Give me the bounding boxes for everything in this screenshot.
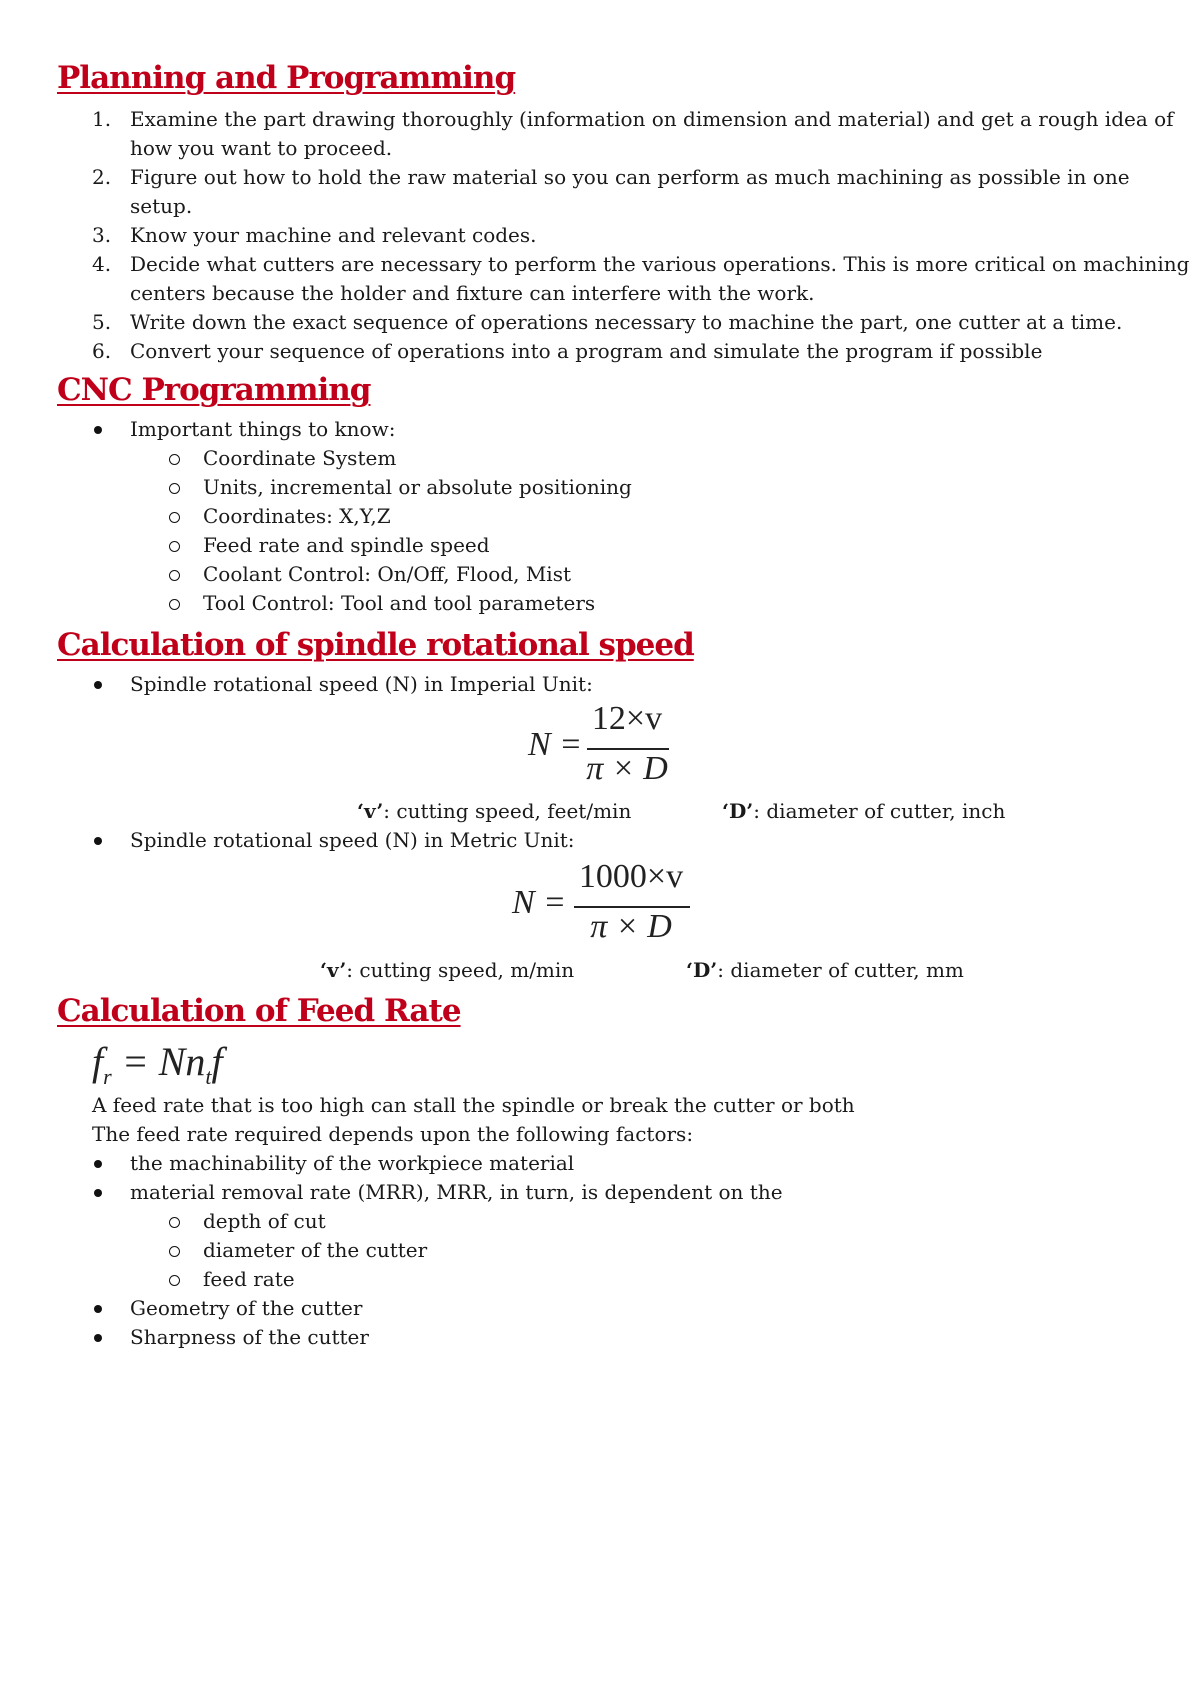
- sub-list-item: Tool Control: Tool and tool parameters: [203, 591, 596, 615]
- sub-list-item: Feed rate and spindle speed: [203, 533, 490, 557]
- list-item-text: Spindle rotational speed (N) in Metric Unit:: [130, 828, 575, 852]
- sub-list-item: Coolant Control: On/Off, Flood, Mist: [203, 562, 572, 586]
- formula-lhs: N =: [512, 884, 567, 921]
- variable-description: : cutting speed, m/min: [346, 958, 575, 982]
- formula-denominator: π × D: [586, 750, 668, 787]
- hollow-bullet-icon: [169, 541, 180, 552]
- list-item-text: Examine the part drawing thoroughly (information on dimension and material) and get a rough idea of: [130, 107, 1174, 131]
- list-item-text: Spindle rotational speed (N) in Imperial Unit:: [130, 672, 593, 696]
- heading-cnc-programming: CNC Programming: [57, 372, 371, 408]
- hollow-bullet-icon: [169, 599, 180, 610]
- hollow-bullet-icon: [169, 570, 180, 581]
- formula-subscript: t: [205, 1064, 212, 1089]
- heading-spindle-speed: Calculation of spindle rotational speed: [57, 627, 694, 663]
- hollow-bullet-icon: [169, 1246, 180, 1257]
- list-item-text: Write down the exact sequence of operations necessary to machine the part, one cutter at a time.: [130, 310, 1123, 334]
- sub-list-item: feed rate: [203, 1267, 295, 1291]
- list-number: 6.: [92, 339, 112, 363]
- feed-rate-formula: [92, 1038, 223, 1090]
- formula-symbol: f: [211, 1039, 223, 1084]
- sub-list-item: Coordinates: X,Y,Z: [203, 504, 391, 528]
- variable-legend-d: [722, 797, 1005, 826]
- formula-denominator: π × D: [590, 908, 672, 945]
- list-number: 1.: [92, 107, 112, 131]
- hollow-bullet-icon: [169, 1275, 180, 1286]
- sub-list-item: depth of cut: [203, 1209, 326, 1233]
- variable-key: ‘v’: [320, 958, 347, 982]
- hollow-bullet-icon: [169, 454, 180, 465]
- list-item-text: how you want to proceed.: [130, 136, 393, 160]
- formula-numerator: 12×v: [591, 700, 663, 737]
- heading-feed-rate: Calculation of Feed Rate: [57, 993, 461, 1029]
- variable-legend-v: [320, 956, 574, 985]
- list-item-text: Know your machine and relevant codes.: [130, 223, 537, 247]
- sub-list-item: Coordinate System: [203, 446, 397, 470]
- sub-list-item: Units, incremental or absolute positioning: [203, 475, 632, 499]
- list-item-text: Figure out how to hold the raw material so you can perform as much machining as possible in one: [130, 165, 1130, 189]
- list-item-text: Sharpness of the cutter: [130, 1325, 369, 1349]
- sub-list-item: diameter of the cutter: [203, 1238, 428, 1262]
- bullet-icon: [94, 1160, 102, 1168]
- variable-legend-d: [686, 956, 964, 985]
- list-item-text: Geometry of the cutter: [130, 1296, 363, 1320]
- formula-numerator: 1000×v: [578, 858, 684, 895]
- hollow-bullet-icon: [169, 1217, 180, 1228]
- hollow-bullet-icon: [169, 512, 180, 523]
- list-item-text: Convert your sequence of operations into a program and simulate the program if possible: [130, 339, 1043, 363]
- variable-legend-v: [357, 797, 631, 826]
- list-number: 4.: [92, 252, 112, 276]
- variable-key: ‘D’: [686, 958, 718, 982]
- variable-key: ‘D’: [722, 799, 754, 823]
- list-number: 2.: [92, 165, 112, 189]
- bullet-icon: [94, 1334, 102, 1342]
- bullet-icon: [94, 1305, 102, 1313]
- list-number: 3.: [92, 223, 112, 247]
- bullet-icon: [94, 426, 102, 434]
- list-item-text: Decide what cutters are necessary to perform the various operations. This is more critical on machining: [130, 252, 1190, 276]
- variable-description: : cutting speed, feet/min: [383, 799, 632, 823]
- variable-description: : diameter of cutter, inch: [753, 799, 1006, 823]
- variable-description: : diameter of cutter, mm: [717, 958, 964, 982]
- list-item-text: material removal rate (MRR), MRR, in turn, is dependent on the: [130, 1180, 783, 1204]
- list-item-text: Important things to know:: [130, 417, 396, 441]
- bullet-icon: [94, 681, 102, 689]
- hollow-bullet-icon: [169, 483, 180, 494]
- variable-key: ‘v’: [357, 799, 384, 823]
- formula-subscript: r: [103, 1064, 112, 1089]
- list-item-text: the machinability of the workpiece material: [130, 1151, 575, 1175]
- list-number: 5.: [92, 310, 112, 334]
- bullet-icon: [94, 837, 102, 845]
- paragraph-line: A feed rate that is too high can stall the spindle or break the cutter or both: [92, 1093, 855, 1117]
- list-item-text: setup.: [130, 194, 193, 218]
- bullet-icon: [94, 1189, 102, 1197]
- formula-symbol: = Nn: [111, 1039, 206, 1084]
- paragraph-line: The feed rate required depends upon the following factors:: [92, 1122, 694, 1146]
- heading-planning: Planning and Programming: [57, 60, 516, 96]
- formula-symbol: f: [92, 1039, 104, 1084]
- list-item-text: centers because the holder and fixture can interfere with the work.: [130, 281, 815, 305]
- formula-lhs: N =: [528, 726, 583, 763]
